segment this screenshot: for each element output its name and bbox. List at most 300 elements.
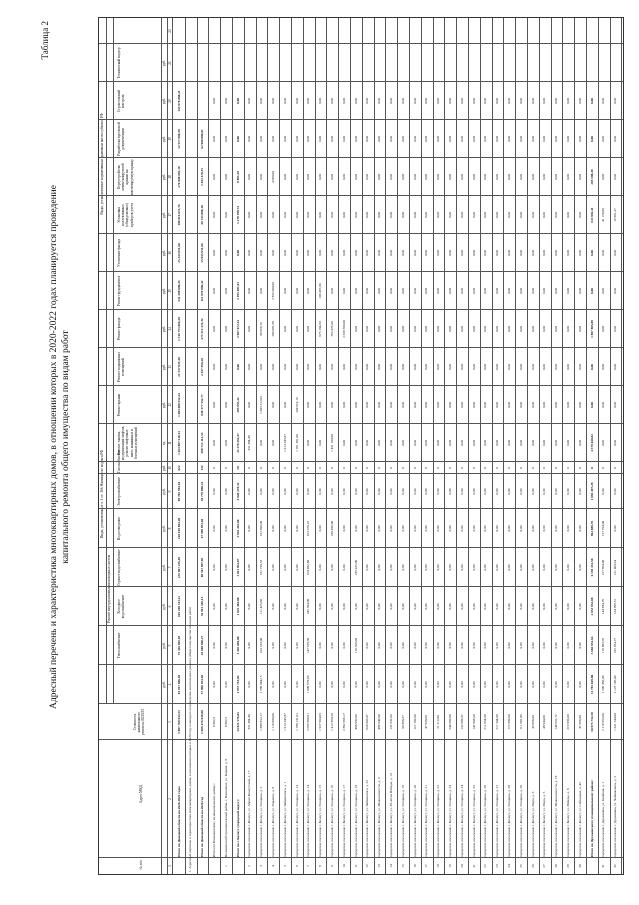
- column-number: 21: [167, 61, 172, 65]
- row-value: 132: [200, 465, 205, 471]
- row-value: 0,00: [577, 402, 582, 408]
- row-value: 0,00: [223, 440, 228, 446]
- row-value: 0,00: [259, 488, 264, 495]
- row-number: 19: [447, 864, 452, 868]
- row-value: 0,00: [329, 564, 334, 571]
- row-value: 0,00: [223, 402, 228, 408]
- row-value: 0,00: [447, 174, 452, 180]
- row-value: 0,00: [601, 174, 606, 180]
- row-value: 0,00: [377, 174, 382, 180]
- row-value: 2 125 196,00: [613, 675, 618, 694]
- row-value: 4 820 478,32: [235, 482, 240, 501]
- row-value: 0: [554, 467, 559, 469]
- row-value: 0,00: [424, 402, 429, 408]
- table-row: [303, 18, 315, 874]
- row-value: 0,00: [318, 364, 323, 370]
- row-value: 118 883,76: [601, 637, 606, 654]
- row-value: 204 919,19: [294, 397, 299, 413]
- row-value: 0,00: [530, 212, 535, 218]
- row-value: 0,00: [341, 98, 346, 104]
- row-value: 0,00: [223, 174, 228, 180]
- row-value: 0,00: [353, 98, 358, 104]
- row-value: 0,00: [447, 603, 452, 610]
- row-value: 0,00: [565, 488, 570, 495]
- row-value: 0,00: [400, 525, 405, 532]
- row-value: 0,00: [459, 288, 464, 294]
- header-col-electric: Электроснабжение: [117, 476, 121, 507]
- row-value: 0,00: [506, 564, 511, 571]
- unit-label: руб.: [162, 363, 166, 371]
- row-value: 0,00: [377, 136, 382, 142]
- row-value: 0,00: [518, 364, 523, 370]
- row-value: 0,00: [329, 402, 334, 408]
- row-value: 9 891,29: [235, 171, 240, 183]
- row-value: 0,00: [388, 603, 393, 610]
- row-value: 0,00: [471, 402, 476, 408]
- row-value: 0,00: [577, 250, 582, 256]
- row-value: 245 364,00: [306, 598, 311, 615]
- row-value: 0,00: [554, 326, 559, 332]
- row-value: 0,00: [542, 440, 547, 446]
- row-value: 0,00: [436, 288, 441, 294]
- row-value: 1 621 544,00: [613, 713, 618, 731]
- row-value: 0,00: [412, 212, 417, 218]
- row-value: 0: [495, 467, 500, 469]
- row-number: 9: [329, 865, 334, 867]
- unit-label: руб.: [162, 59, 166, 67]
- row-value: 0,00: [565, 212, 570, 218]
- header-col-gas: Газоснабжение: [117, 449, 121, 473]
- row-value: 0,00: [223, 364, 228, 370]
- row-address: городское поселение г. Бахмут, ул. Гагарина, д. 2: [259, 786, 264, 857]
- row-value: 0,00: [471, 212, 476, 218]
- row-value: 0,00: [247, 488, 252, 495]
- row-value: 0,00: [542, 525, 547, 532]
- row-value: 235 867 256,05: [176, 556, 181, 579]
- row-value: 0: [447, 467, 452, 469]
- row-number: 1: [223, 865, 228, 867]
- row-value: 0,00: [282, 136, 287, 142]
- column-number: 13: [167, 365, 172, 369]
- row-value: 0,00: [341, 364, 346, 370]
- row-value: 0,00: [542, 681, 547, 688]
- column-number: 10: [167, 466, 172, 470]
- table-row: [574, 18, 586, 874]
- column-number: 12: [167, 403, 172, 407]
- row-value: 6 193 332,50: [589, 558, 594, 577]
- row-number: 23: [495, 864, 500, 868]
- row-address: городское поселение г. Бахмут, ул. Победы, д. 8: [565, 788, 570, 857]
- row-value: 0,00: [282, 681, 287, 688]
- row-value: 0,00: [341, 525, 346, 532]
- row-value: 0,00: [589, 364, 594, 370]
- row-value: 0,00: [329, 681, 334, 688]
- row-value: 0,00: [400, 603, 405, 610]
- row-value: 0,00: [589, 288, 594, 294]
- row-value: 0,00: [447, 402, 452, 408]
- row-value: 0,00: [270, 440, 275, 446]
- row-value: 0,00: [329, 136, 334, 142]
- row-value: 0,00: [424, 681, 429, 688]
- row-value: 0,00: [341, 642, 346, 649]
- row-value: 0,00: [388, 564, 393, 571]
- row-value: 0,00: [247, 174, 252, 180]
- row-address: городское поселение г. Бахмут, ул. Гагарина, д. 20: [412, 784, 417, 857]
- row-value: 0,00: [495, 250, 500, 256]
- row-address: городское поселение г. Бахмут, ул. Гагарина, д. 27: [495, 784, 500, 857]
- row-value: 0,00: [565, 364, 570, 370]
- table-label: Таблица 2: [40, 21, 50, 60]
- row-value: 0,00: [436, 564, 441, 571]
- row-value: 0,00: [306, 402, 311, 408]
- row-value: 0,00: [353, 174, 358, 180]
- row-value: 0,00: [388, 326, 393, 332]
- row-value: 44 688 960,27: [200, 635, 205, 656]
- row-value: 331 384,40: [247, 714, 252, 730]
- row-value: 0,00: [447, 326, 452, 332]
- grid-hline: [161, 18, 162, 874]
- row-value: 0,00: [318, 488, 323, 495]
- unit-label: руб.: [162, 642, 166, 649]
- row-value: 0,00: [506, 136, 511, 142]
- row-value: 0,00: [365, 98, 370, 104]
- row-value: 0,00: [412, 288, 417, 294]
- row-value: 0,00: [306, 288, 311, 294]
- row-value: 0,00: [412, 440, 417, 446]
- table-row: [279, 18, 291, 874]
- row-value: 0,00: [554, 440, 559, 446]
- row-value: 0,00: [483, 564, 488, 571]
- row-value: 0,00: [613, 402, 618, 408]
- row-value: 0,00: [518, 212, 523, 218]
- column-number: 22: [167, 29, 172, 33]
- section-heading-text: 1. Адресный перечень и характеристика многоквартирных домов, в отношении которых в 2020 году планируется проведение капитального ремонта общего имущества по видам работ: [187, 606, 192, 872]
- row-value: 0,00: [223, 603, 228, 610]
- row-value: 0,00: [412, 98, 417, 104]
- row-value: 0,00: [471, 525, 476, 532]
- row-value: 0,00: [601, 326, 606, 332]
- row-value: 1 316 753 866,29: [176, 317, 181, 341]
- row-value: 0: [589, 467, 594, 469]
- row-value: 0,00: [353, 525, 358, 532]
- row-value: 0,00: [471, 364, 476, 370]
- row-value: 0: [483, 467, 488, 469]
- row-value: 0,00: [400, 402, 405, 408]
- row-value: 0,00: [542, 212, 547, 218]
- row-value: 62 998 000,81: [200, 129, 205, 149]
- row-value: 0,00: [447, 440, 452, 446]
- unit-label: руб.: [162, 325, 166, 333]
- row-value: 0,00: [506, 174, 511, 180]
- header-col-building_control: Строительный контроль: [117, 89, 126, 113]
- row-value: 0: [400, 467, 405, 469]
- row-value: 0,00: [223, 212, 228, 218]
- grid-hline: [167, 18, 168, 874]
- row-value: 0,00: [259, 136, 264, 142]
- row-value: 0,00: [329, 488, 334, 495]
- row-value: 0,00: [495, 98, 500, 104]
- row-value: 331 384,40: [247, 435, 252, 451]
- row-value: 0,00: [459, 440, 464, 446]
- row-value: 0,00: [294, 136, 299, 142]
- row-value: 0,00: [577, 364, 582, 370]
- row-value: 0,00: [211, 174, 216, 180]
- row-value: 47 938,00: [424, 715, 429, 729]
- row-value: 0,00: [613, 440, 618, 446]
- row-value: 0,00: [247, 402, 252, 408]
- row-value: 134 999,51: [613, 598, 618, 615]
- row-address: городское поселение г. Бахмут, ул. 30-летия Победы, д. 13: [388, 773, 393, 857]
- unit-label: руб.: [162, 97, 166, 105]
- row-value: 0,00: [506, 288, 511, 294]
- row-value: 0,00: [270, 136, 275, 142]
- row-value: 0,00: [223, 564, 228, 571]
- row-value: 0: [341, 467, 346, 469]
- row-value: 0,00: [530, 288, 535, 294]
- row-value: 0,00: [388, 364, 393, 370]
- row-value: 0,00: [459, 681, 464, 688]
- row-value: 0,00: [506, 250, 511, 256]
- row-value: 0,00: [577, 98, 582, 104]
- row-value: 0,00: [424, 603, 429, 610]
- row-value: 0,00: [412, 603, 417, 610]
- row-value: 0,00: [259, 174, 264, 180]
- row-value: 0,00: [495, 288, 500, 294]
- row-value: 0,00: [483, 488, 488, 495]
- header-group-utilities: Ремонт внутридомовых инженерных систем: [107, 555, 111, 623]
- row-value: 0,00: [282, 364, 287, 370]
- row-value: 0,00: [506, 402, 511, 408]
- row-address: городское поселение г. Бахмут, ул. Гагарина, д. 28: [506, 784, 511, 857]
- row-value: 0,00: [506, 364, 511, 370]
- row-value: 763 376,00: [329, 321, 334, 337]
- row-value: 0: [471, 467, 476, 469]
- row-value: 0,00: [518, 402, 523, 408]
- column-number: 9: [167, 490, 172, 493]
- row-value: 1 843 478,35: [200, 168, 205, 186]
- row-value: 0,00: [518, 288, 523, 294]
- row-value: 0,00: [518, 250, 523, 256]
- row-value: 50 975 754,58: [589, 712, 594, 732]
- row-value: 0,00: [329, 603, 334, 610]
- row-value: 0,00: [247, 564, 252, 571]
- row-value: 43 996,00: [530, 715, 535, 729]
- row-value: 218 169 864,48: [176, 517, 181, 540]
- row-address: Итого по Донецкой области на 2020-2022 годы: [176, 786, 181, 857]
- row-value: 0,00: [211, 364, 216, 370]
- row-value: 0,00: [365, 136, 370, 142]
- row-value: 0,00: [318, 402, 323, 408]
- row-value: 1 909 979,66: [306, 675, 311, 694]
- row-value: 0,00: [601, 98, 606, 104]
- row-value: 0,00: [223, 250, 228, 256]
- row-value: 105 269 513,11: [176, 596, 181, 618]
- row-value: 0,00: [424, 98, 429, 104]
- row-value: 0,00: [388, 525, 393, 532]
- row-value: 0,00: [495, 174, 500, 180]
- row-value: 0,00: [377, 564, 382, 571]
- row-value: 3 195 481,65: [235, 282, 240, 300]
- row-value: 0,00: [282, 525, 287, 532]
- row-value: 0,00: [294, 642, 299, 649]
- row-address: городское поселение г. Бахмут, ул. Гагарина, д. 19: [400, 784, 405, 857]
- row-value: 239 425,00: [353, 559, 358, 576]
- row-value: 0,00: [613, 525, 618, 532]
- row-value: 0,00: [388, 681, 393, 688]
- header-col-cold_water: Холодное водоснабжение: [117, 594, 126, 619]
- row-value: 0,00: [554, 288, 559, 294]
- unit-label: руб.: [162, 173, 166, 181]
- row-value: 0,00: [459, 98, 464, 104]
- table-row: [374, 18, 386, 874]
- row-value: 0: [294, 467, 299, 469]
- row-value: 0,00: [447, 364, 452, 370]
- column-number: 14: [167, 327, 172, 331]
- row-value: 217 964,00: [601, 559, 606, 576]
- table-row: [527, 18, 539, 874]
- row-value: 0,00: [377, 364, 382, 370]
- row-value: 0,00: [235, 98, 240, 104]
- row-value: 1 464 887 540,13: [176, 431, 181, 455]
- row-value: 0: [365, 467, 370, 469]
- row-address: городское поселение г. Бахмут, ул. Гагарина, д. 16: [329, 784, 334, 857]
- title-line-2: капитального ремонта общего имущества по видам работ: [61, 330, 71, 564]
- row-value: 1 927 904,05: [318, 713, 323, 731]
- row-value: 0,00: [424, 642, 429, 649]
- row-value: 0,00: [223, 488, 228, 495]
- row-address: городское поселение г. Бахмут, ул. Чайковского, д. 22: [365, 780, 370, 857]
- table-row: [338, 18, 350, 874]
- row-value: 0,00: [542, 402, 547, 408]
- row-value: 101 750,53: [259, 559, 264, 576]
- row-value: 0,00: [353, 603, 358, 610]
- row-value: 0,00: [436, 488, 441, 495]
- row-value: 0,00: [506, 440, 511, 446]
- row-value: 0,00: [259, 212, 264, 218]
- row-value: 0,00: [577, 564, 582, 571]
- row-value: 0,00: [341, 250, 346, 256]
- row-value: 0,00: [353, 681, 358, 688]
- row-number: 25: [518, 864, 523, 868]
- row-value: 0,00: [424, 488, 429, 495]
- row-number: 13: [377, 864, 382, 868]
- row-value: 0,00: [235, 136, 240, 142]
- unit-label: руб.: [162, 603, 166, 610]
- row-value: 0,00: [365, 288, 370, 294]
- column-number: 6: [167, 605, 172, 608]
- row-number: 4: [270, 865, 275, 867]
- row-value: 0,00: [542, 98, 547, 104]
- row-value: 0,00: [424, 440, 429, 446]
- row-value: 0,00: [377, 488, 382, 495]
- row-value: 0,00: [518, 603, 523, 610]
- row-value: 0,00: [400, 288, 405, 294]
- row-value: 0,00: [341, 440, 346, 446]
- table-row: [291, 18, 303, 874]
- row-value: 84 888,37: [400, 715, 405, 729]
- row-value: 0,00: [565, 564, 570, 571]
- row-value: 0,00: [542, 488, 547, 495]
- row-value: 0,00: [518, 440, 523, 446]
- row-value: 2 855 000,00: [270, 282, 275, 300]
- row-value: 0,00: [270, 364, 275, 370]
- row-value: 12 517 808,59: [176, 129, 181, 149]
- row-value: 0,00: [282, 288, 287, 294]
- row-value: 0,00: [388, 174, 393, 180]
- row-value: 0,00: [471, 642, 476, 649]
- row-value: 0,00: [424, 525, 429, 532]
- unit-label: ед.: [162, 440, 166, 446]
- row-value: 0,00: [400, 174, 405, 180]
- row-value: 0,00: [306, 488, 311, 495]
- row-value: 2 339 596,00: [341, 320, 346, 338]
- row-value: 4 090,00: [270, 171, 275, 183]
- column-number: 11: [167, 441, 172, 445]
- row-value: 0,00: [495, 364, 500, 370]
- row-value: 0,00: [577, 488, 582, 495]
- row-value: 408 950,00: [353, 714, 358, 730]
- row-value: 0,00: [247, 525, 252, 532]
- row-value: 21 212,00: [436, 715, 441, 729]
- row-value: 8 882,5: [223, 716, 228, 728]
- row-value: 0,00: [495, 603, 500, 610]
- column-number: 3: [167, 721, 172, 723]
- row-value: 0,00: [412, 488, 417, 495]
- row-value: 0,00: [495, 642, 500, 649]
- row-address: городское поселение г. Бахмут, ул. Гагарина, д. 17: [341, 784, 346, 857]
- row-value: 88 059,16: [259, 322, 264, 336]
- row-value: 0,00: [506, 98, 511, 104]
- row-value: 0,00: [247, 250, 252, 256]
- row-number: 21: [471, 864, 476, 868]
- row-value: 0,00: [542, 564, 547, 571]
- row-number: 2: [247, 865, 252, 867]
- row-value: 0,00: [554, 136, 559, 142]
- row-value: 0,00: [388, 212, 393, 218]
- row-value: 0,00: [270, 98, 275, 104]
- row-value: 0,00: [329, 250, 334, 256]
- row-number: 8: [318, 865, 323, 867]
- table-row: [433, 18, 445, 874]
- row-value: 1 888 952,17: [259, 713, 264, 731]
- row-value: 0,00: [365, 603, 370, 610]
- row-value: 0,00: [223, 136, 228, 142]
- row-value: 0,00: [459, 326, 464, 332]
- row-value: 0,00: [211, 488, 216, 495]
- row-value: 0,00: [436, 136, 441, 142]
- row-value: 0: [329, 467, 334, 469]
- row-value: 0: [247, 467, 252, 469]
- row-value: 1 116 000,00: [270, 713, 275, 731]
- row-value: 46 743 808,18: [200, 205, 205, 225]
- row-value: 0,00: [223, 525, 228, 532]
- row-value: 80 567 997,85: [200, 557, 205, 578]
- row-value: 0,00: [365, 642, 370, 649]
- column-number: 15: [167, 289, 172, 293]
- row-value: 0,00: [294, 564, 299, 571]
- row-value: 0,00: [577, 212, 582, 218]
- unit-label: руб.: [162, 287, 166, 295]
- row-value: 15 945 931,66: [200, 243, 205, 263]
- row-value: 0,00: [353, 326, 358, 332]
- table-row: [456, 18, 468, 874]
- row-value: 0,00: [294, 212, 299, 218]
- row-address: Итого по г. Бахмут (городской округ):: [235, 799, 240, 857]
- row-value: 0,00: [530, 642, 535, 649]
- row-value: 0,00: [388, 288, 393, 294]
- row-value: 0: [601, 467, 606, 469]
- row-value: 0,00: [259, 288, 264, 294]
